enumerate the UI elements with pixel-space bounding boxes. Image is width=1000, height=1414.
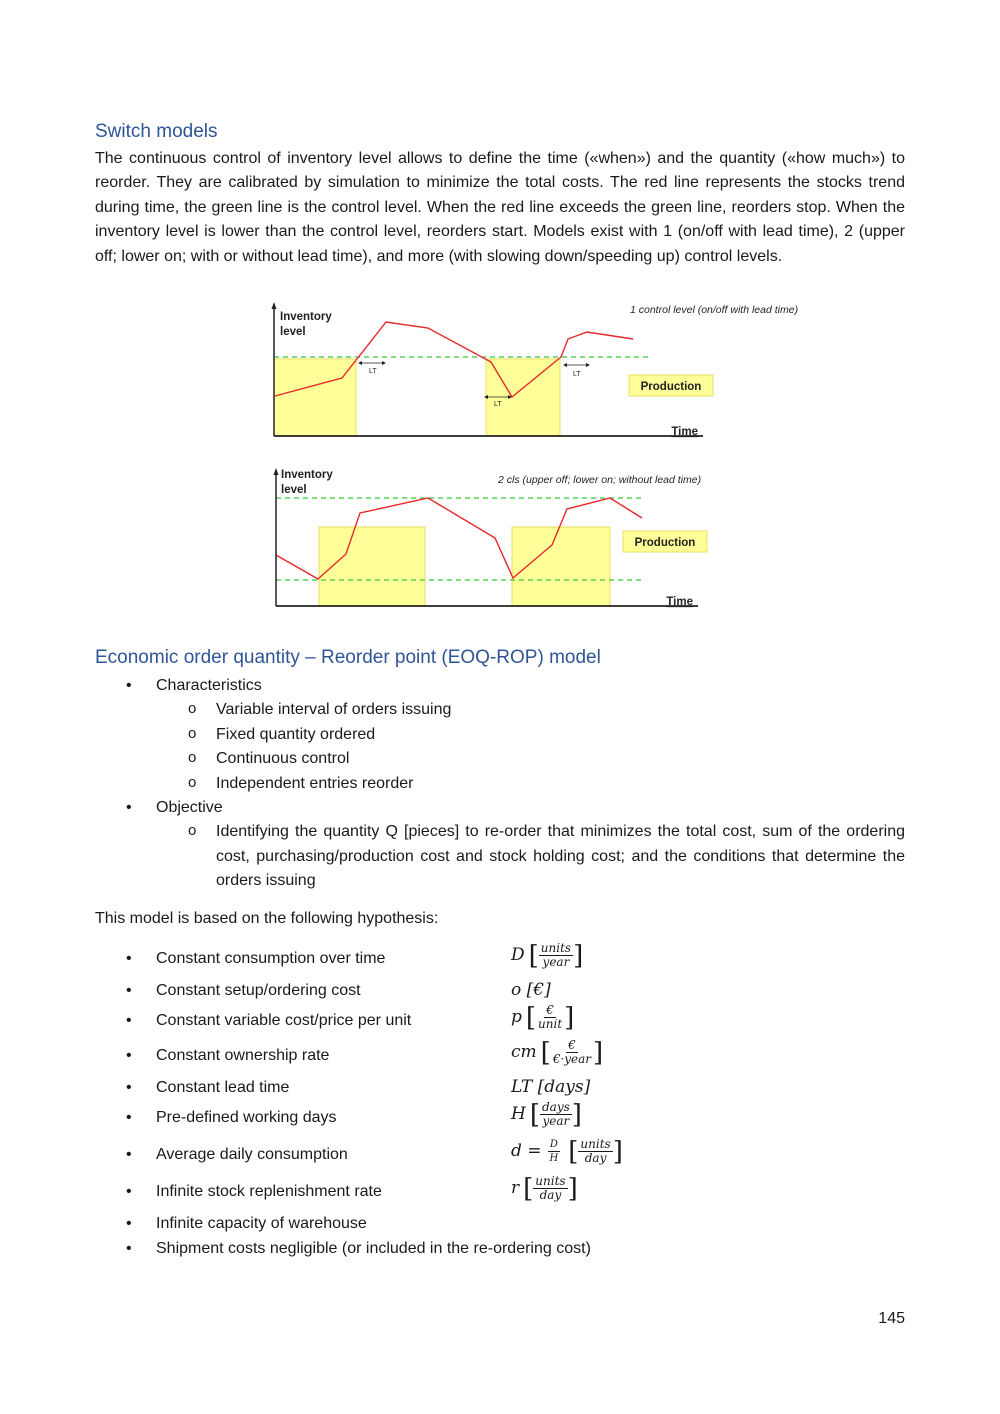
- lt-label-2: LT: [573, 371, 581, 378]
- figure-two-control-levels: [265, 464, 735, 612]
- list-item: • Average daily consumption d = $\frac{D}{H}$ [ $\frac{\text{units}}{\text{day}}$ ]: [126, 1136, 623, 1167]
- list-item: • Infinite stock replenishment rate r [ $\frac{\text{units}}{\text{day}}$ ]: [126, 1173, 578, 1204]
- model-bullets: [95, 674, 905, 894]
- list-item: • Infinite capacity of warehouse: [126, 1215, 367, 1232]
- x-axis-label: Time: [671, 426, 698, 438]
- list-item: • Constant lead time LT [days]: [126, 1077, 591, 1097]
- list-item: • Constant setup/ordering cost o [€]: [126, 980, 551, 1000]
- y-axis-label-line1: Inventory: [281, 469, 333, 481]
- lt-label-1: LT: [369, 368, 377, 375]
- list-item: • Constant ownership rate cm [ $\frac{€}{\text{€·year}}$ ]: [126, 1037, 604, 1068]
- characteristics-list: [156, 698, 905, 796]
- y-axis-arrow: [274, 468, 279, 475]
- section-title-eoq-rop: Economic order quantity – Reorder point (EOQ-ROP) model: [95, 647, 601, 668]
- lt-label-3: LT: [494, 401, 502, 408]
- figure-one-control-level: [265, 298, 799, 446]
- figure-caption: 2 cls (upper off; lower on; without lead time): [498, 474, 702, 486]
- objective-list: [156, 820, 905, 893]
- figure-caption: 1 control level (on/off with lead time): [630, 304, 799, 316]
- list-item: o Fixed quantity ordered: [156, 723, 905, 747]
- switch-models-paragraph: The continuous control of inventory level allows to define the time («when») and the quantity («how much») to reorder. They are calibrated by simulation to minimize the total costs. The red line represents the stocks trend during time, the green line is the control level. When the red line exceeds the green line, reorders stop. When the inventory level is lower than the control level, reorders start. Models exist with 1 (on/off with lead time), 2 (upper off; lower on; with or without lead time), and more (with slowing down/speeding up) control levels.: [95, 150, 905, 265]
- production-legend-label: Production: [640, 381, 702, 393]
- list-item: o Continuous control: [156, 747, 905, 771]
- list-item: • Constant consumption over time D [ $\frac{\text{units}}{\text{year}}$ ]: [126, 940, 584, 971]
- list-item: • Pre-defined working days H [ $\frac{\text{days}}{\text{year}}$ ]: [126, 1099, 582, 1130]
- y-axis-label-line2: level: [281, 484, 307, 496]
- list-item: [95, 674, 905, 796]
- list-item: • Shipment costs negligible (or included in the re-ordering cost): [126, 1240, 591, 1257]
- list-item: o Variable interval of orders issuing: [156, 698, 905, 722]
- list-item: o Identifying the quantity Q [pieces] to re-order that minimizes the total cost, sum of the ordering cost, purchasing/production cost and stock holding cost; and the conditions that determine the orders issuing: [156, 820, 905, 893]
- y-axis-label-line1: Inventory: [280, 311, 332, 323]
- production-area-1: [319, 527, 425, 606]
- list-item: • Constant variable cost/price per unit p [ $\frac{€}{\text{unit}}$ ]: [126, 1002, 575, 1033]
- page-number: 145: [878, 1310, 905, 1327]
- list-item: o Independent entries reorder: [156, 772, 905, 796]
- list-item: [95, 796, 905, 894]
- hypothesis-intro: This model is based on the following hypothesis:: [95, 910, 439, 927]
- y-axis-arrow: [272, 302, 277, 309]
- production-area-1: [274, 359, 356, 436]
- production-area-2: [486, 359, 560, 436]
- x-axis-label: Time: [666, 596, 693, 608]
- objective-label: Objective: [156, 799, 223, 817]
- characteristics-label: Characteristics: [156, 677, 262, 694]
- section-title-switch-models: Switch models: [95, 121, 218, 142]
- y-axis-label-line2: level: [280, 326, 306, 338]
- production-legend-label: Production: [634, 537, 696, 549]
